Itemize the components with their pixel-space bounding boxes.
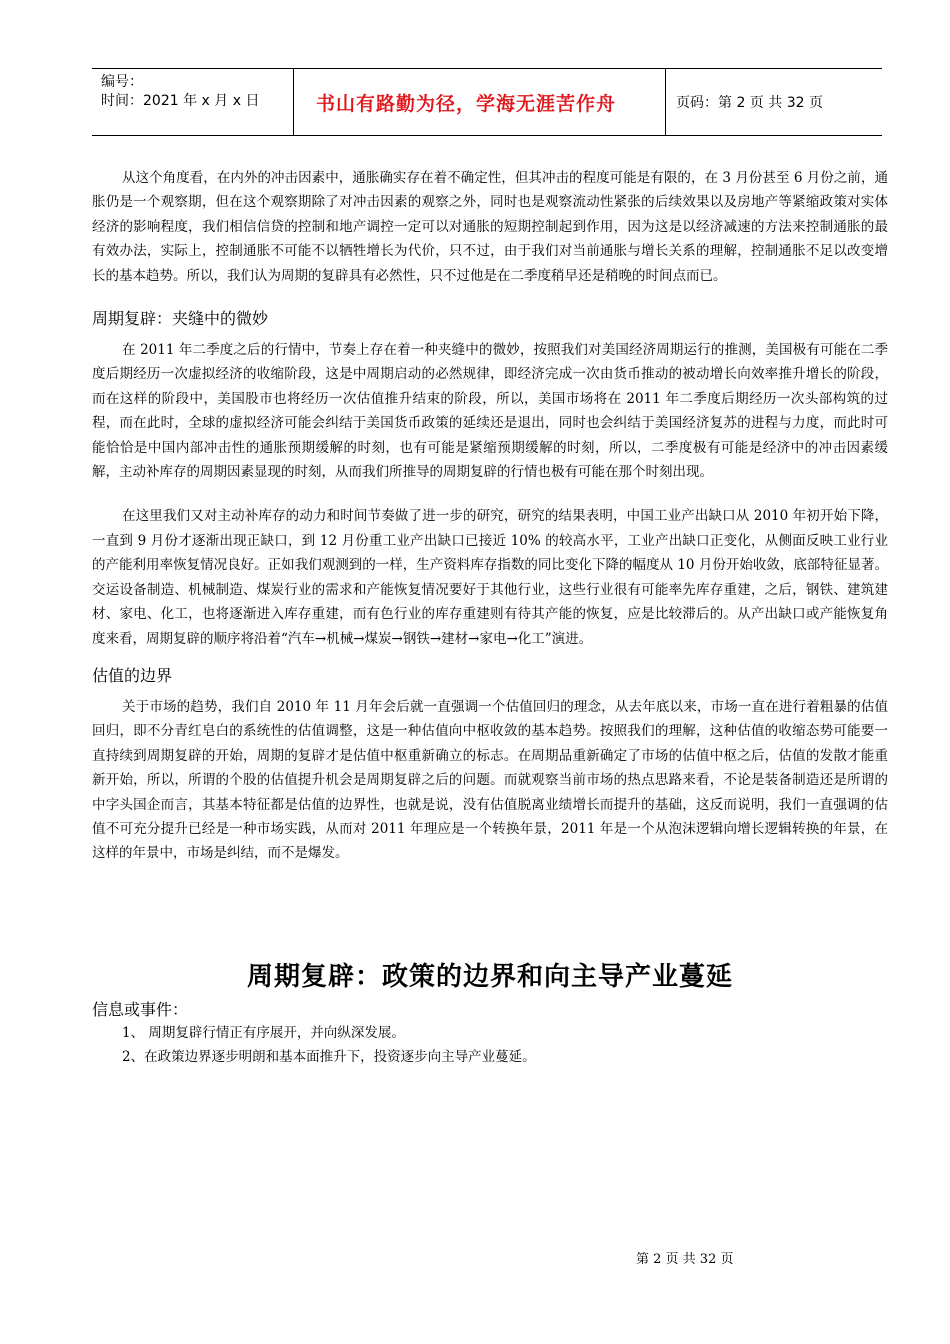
paragraph-inventory: 在这里我们又对主动补库存的动力和时间节奏做了进一步的研究，研究的结果表明，中国工业产出缺口从 2010 年初开始下降，一直到 9 月份才逐渐出现正缺口，到 12 月份重工业产出缺口已接近 10% 的较高水平，工业产出缺口正变化，从侧面反映工业行业的产能利用率恢复情况良好。正如我们观测到的一样，生产资料库存指数的同比变化下降的幅度从 10 月份开始收敛，底部特征显著。交运设备制造、机械制造、煤炭行业的需求和产能恢复情况要好于其他行业，这些行业很有可能率先库存重建，之后，钢铁、建筑建材、家电、化工，也将逐渐进入库存重建，而有色行业的库存重建则有待其产能的恢复，应是比较滞后的。从产出缺口或产能恢复角度来看，周期复辟的顺序将沿着“汽车→机械→煤炭→钢铁→建材→家电→化工”演进。 [92,508,888,647]
list-item: 1、 周期复辟行情正有序展开，并向纵深发展。 [122,1024,405,1041]
header-page-info: 页码：第 2 页 共 32 页 [676,95,823,111]
info-heading: 信息或事件： [92,999,189,1019]
header-motto: 书山有路勤为径，学海无涯苦作舟 [293,69,666,135]
document-body [92,166,888,1069]
main-title: 周期复辟：政策的边界和向主导产业蔓延 [246,961,733,992]
header-meta [92,69,293,135]
list-item: 2、在政策边界逐步明朗和基本面推升下，投资逐步向主导产业蔓延。 [122,1048,536,1065]
page-header [92,68,882,136]
paragraph-cycle: 在 2011 年二季度之后的行情中，节奏上存在着一种夹缝中的微妙，按照我们对美国经济周期运行的推测，美国极有可能在二季度后期经历一次虚拟经济的收缩阶段，这是中周期启动的必然规律，即经济完成一次由货币推动的被动增长向效率推升增长的阶段，而在这样的阶段中，美国股市也将经历一次估值推升结束的阶段，所以，美国市场将在 2011 年二季度后期经历一次头部构筑的过程，而在此时，全球的虚拟经济可能会纠结于美国货币政策的延续还是退出，同时也会纠结于美国经济复苏的进程与力度，而此时可能恰恰是中国内部冲击性的通胀预期缓解的时刻，也有可能是紧缩预期缓解的时刻，所以，二季度极有可能是经济中的冲击因素缓解，主动补库存的周期因素显现的时刻，从而我们所推导的周期复辟的行情也极有可能在那个时刻出现。 [92,342,888,481]
section-heading-cycle: 周期复辟：夹缝中的微妙 [92,309,269,329]
document-number-label: 编号： [101,74,143,90]
document-time-label: 时间：2021 年 x 月 x 日 [101,93,260,109]
page-footer: 第 2 页 共 32 页 [636,1252,734,1267]
section-heading-valuation: 估值的边界 [92,665,173,685]
intro-paragraph: 从这个角度看，在内外的冲击因素中，通胀确实存在着不确定性，但其冲击的程度可能是有限的，在 3 月份甚至 6 月份之前，通胀仍是一个观察期，但在这个观察期除了对冲击因素的观察之外，同时也是观察流动性紧张的后续效果以及房地产等紧缩政策对实体经济的影响程度，我们相信信贷的控制和地产调控一定可以对通胀的短期控制起到作用，因为这是以经济减速的方法来控制通胀的最有效办法，实际上，控制通胀不可能不以牺牲增长为代价，只不过，由于我们对当前通胀与增长关系的理解，控制通胀不足以改变增长的基本趋势。所以，我们认为周期的复辟具有必然性，只不过他是在二季度稍早还是稍晚的时间点而已。 [92,170,888,284]
paragraph-valuation: 关于市场的趋势，我们自 2010 年 11 月年会后就一直强调一个估值回归的理念，从去年底以来，市场一直在进行着粗暴的估值回归，即不分青红皂白的系统性的估值调整，这是一种估值向中枢收敛的基本趋势。按照我们的理解，这种估值的收缩态势可能要一直持续到周期复辟的开始，周期的复辟才是估值中枢重新确立的标志。在周期品重新确定了市场的估值中枢之后，估值的发散才能重新开始，所以，所谓的个股的估值提升机会是周期复辟之后的问题。而就观察当前市场的热点思路来看，不论是装备制造还是所谓的中字头国企而言，其基本特征都是估值的边界性，也就是说，没有估值脱离业绩增长而提升的基础，这反而说明，我们一直强调的估值不可充分提升已经是一种市场实践，从而对 2011 年理应是一个转换年景，2011 年是一个从泡沫逻辑向增长逻辑转换的年景，在这样的年景中，市场是纠结，而不是爆发。 [92,698,888,862]
